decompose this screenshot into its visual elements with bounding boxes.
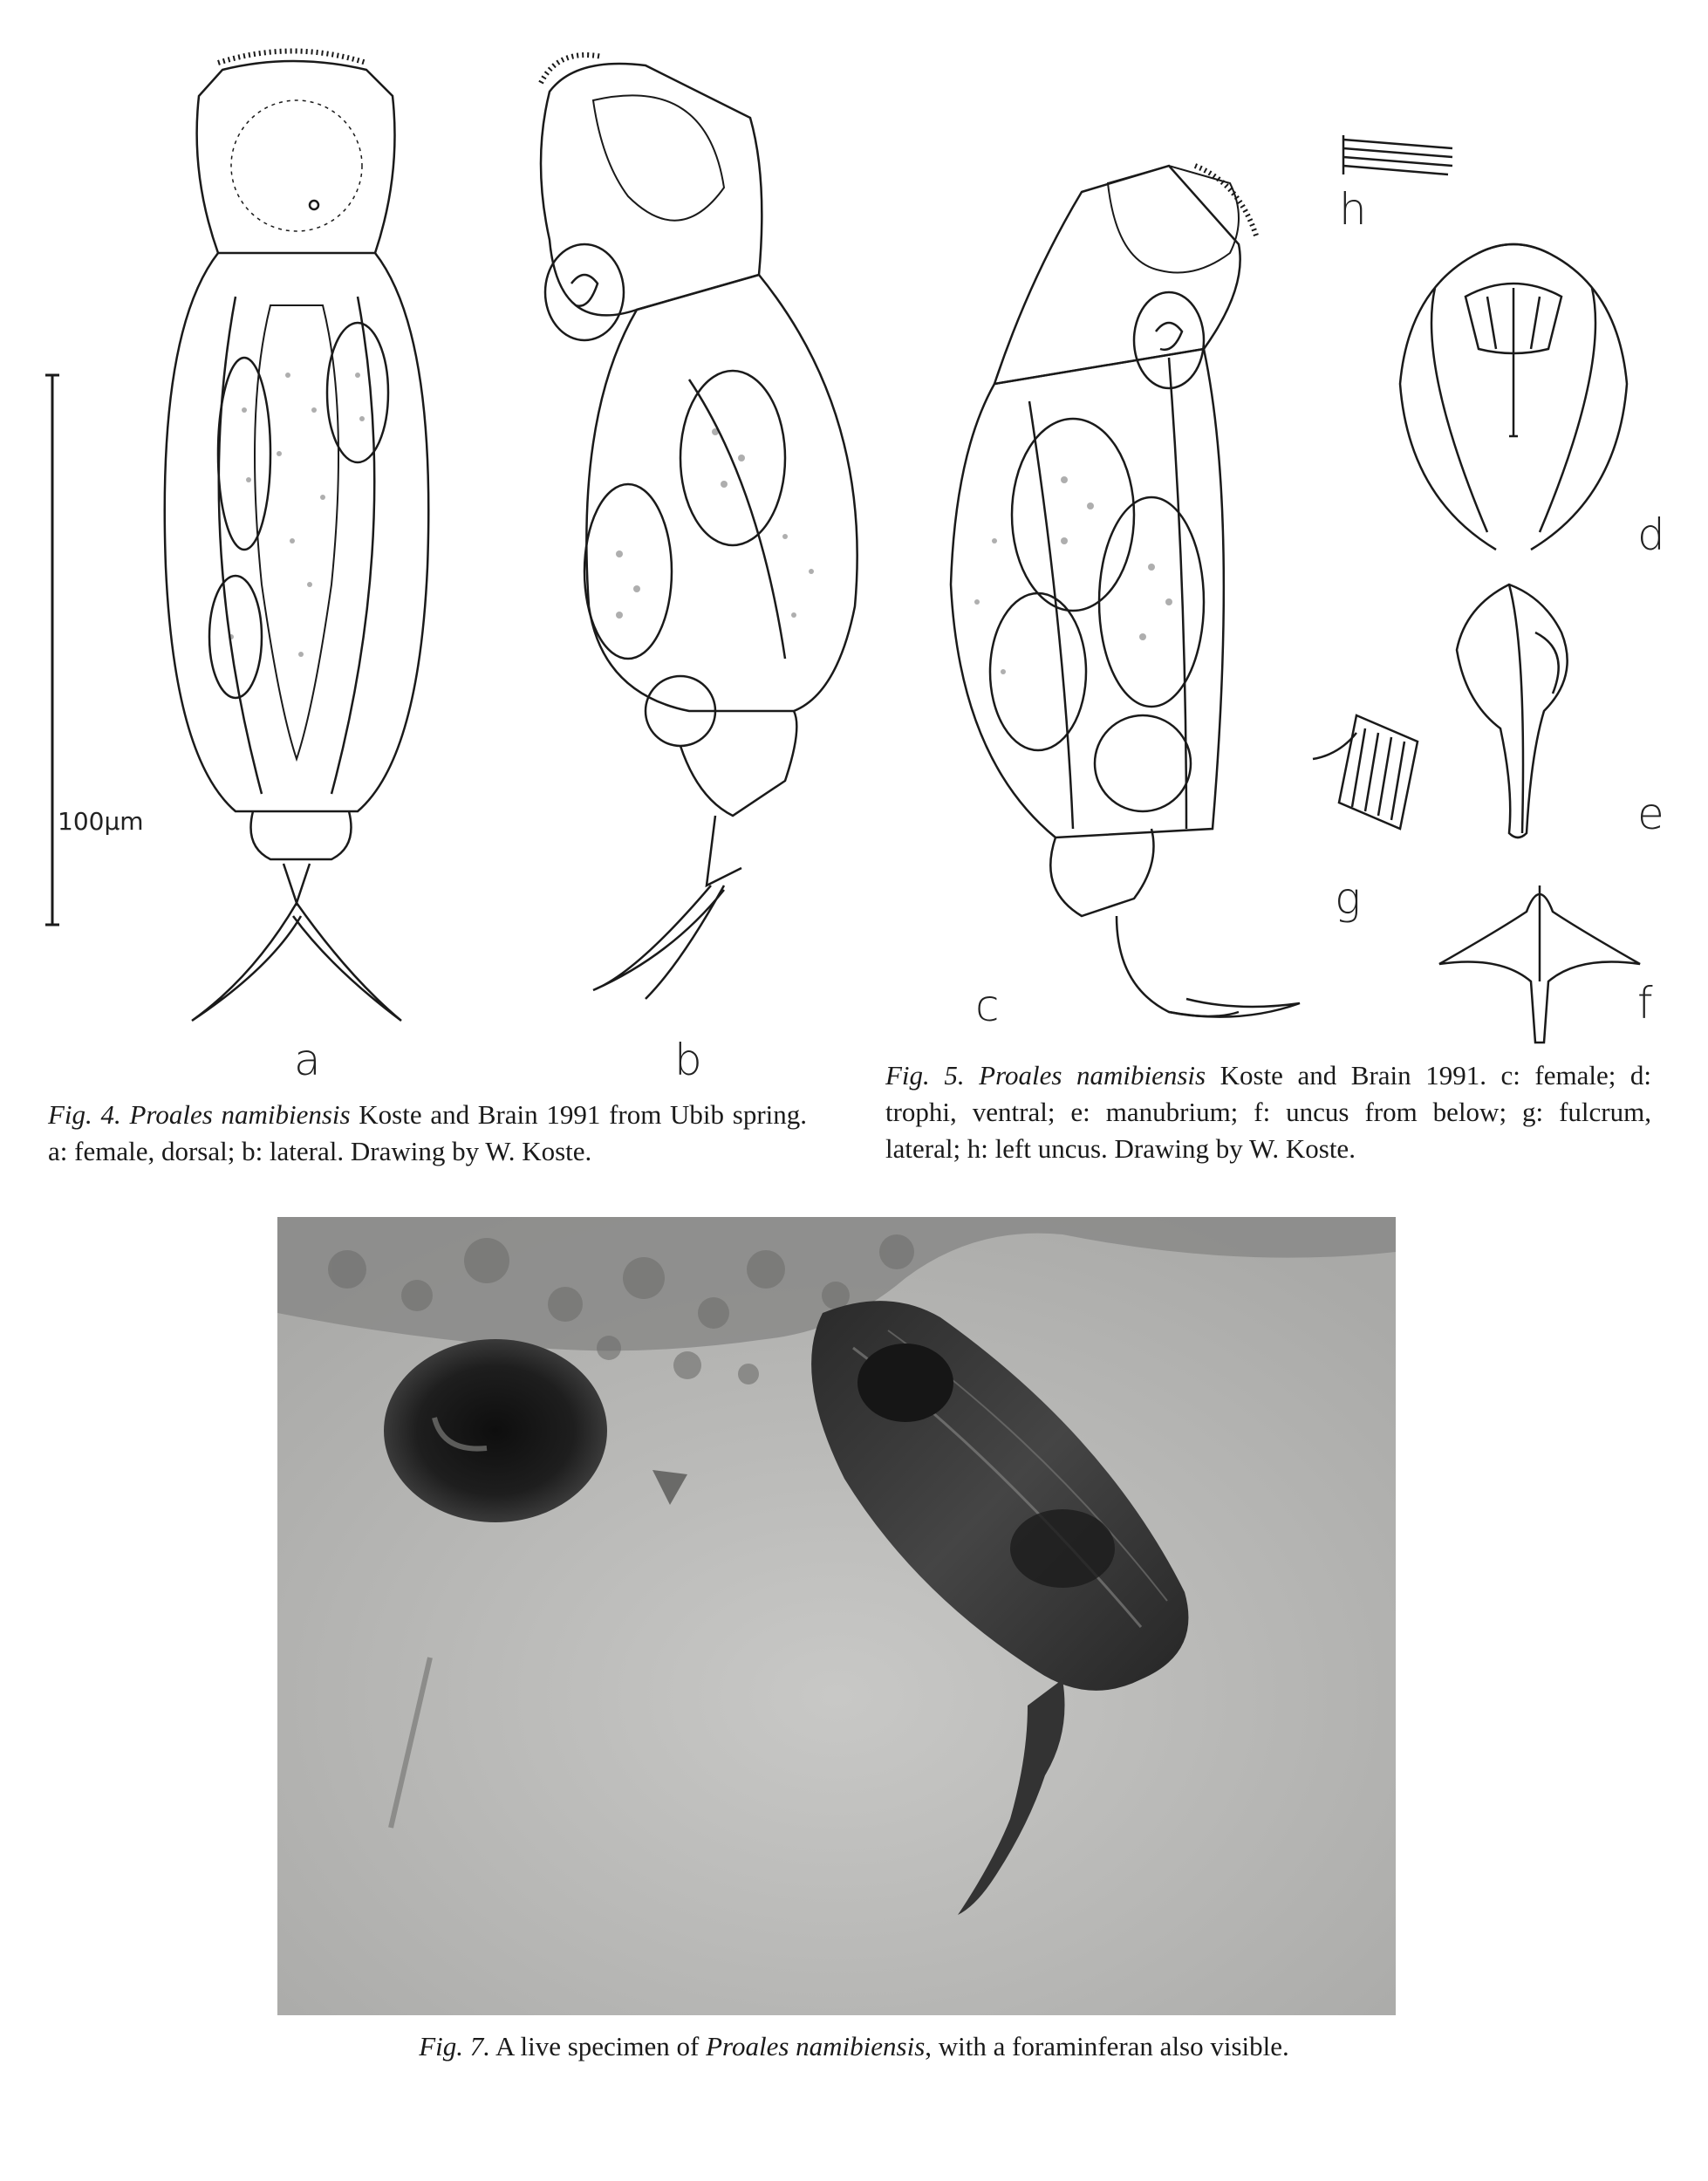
fig5-drawing-g	[1313, 707, 1435, 838]
fig5-drawing-e	[1448, 580, 1588, 851]
fig7-caption-text-before: A live specimen of	[490, 2031, 707, 2061]
scale-bar	[44, 375, 61, 933]
panel-label-d: d	[1637, 509, 1665, 560]
fig5-caption-label: Fig. 5.	[885, 1060, 965, 1090]
fig4-caption-text: Koste and Brain 1991 from Ubib spring. a: female, dorsal; b: lateral. Drawing by W. Koste.	[48, 1099, 808, 1166]
fig4-drawing-a	[140, 44, 506, 1047]
fig5-caption-text: Koste and Brain 1991. c: female; d: trophi, ventral; e: manubrium; f: uncus from below; g: fulcrum, lateral; h: left uncus. Drawing by W. Koste.	[885, 1060, 1651, 1164]
fig4-caption-species: Proales namibiensis	[129, 1099, 351, 1130]
fig4-caption	[48, 1097, 807, 1170]
panel-label-c: c	[975, 981, 1000, 1031]
panel-label-g: g	[1335, 873, 1362, 924]
fig5-drawing-c	[907, 148, 1396, 1056]
fig5-drawing-h	[1339, 131, 1461, 183]
fig7-photograph	[277, 1217, 1396, 2015]
fig7-caption	[0, 2028, 1708, 2065]
panel-label-a: a	[294, 1035, 321, 1085]
scale-bar-label: 100µm	[58, 807, 144, 836]
panel-label-e: e	[1637, 789, 1664, 839]
fig7-caption-label: Fig. 7.	[419, 2031, 491, 2061]
fig5-drawing-f	[1431, 877, 1649, 1051]
fig5-caption-species: Proales namibiensis	[979, 1060, 1206, 1090]
fig4-caption-label: Fig. 4.	[48, 1099, 121, 1130]
fig4-drawing-b	[506, 48, 907, 1025]
panel-label-f: f	[1637, 978, 1653, 1029]
fig7-caption-species: Proales namibiensis	[706, 2031, 926, 2061]
fig5-drawing-d	[1383, 236, 1644, 567]
fig5-caption	[885, 1057, 1651, 1167]
fig7-caption-text-after: , with a foraminferan also visible.	[925, 2031, 1289, 2061]
fig7-photo-content	[277, 1217, 1396, 2015]
panel-label-b: b	[674, 1035, 702, 1085]
panel-label-h: h	[1339, 184, 1367, 235]
